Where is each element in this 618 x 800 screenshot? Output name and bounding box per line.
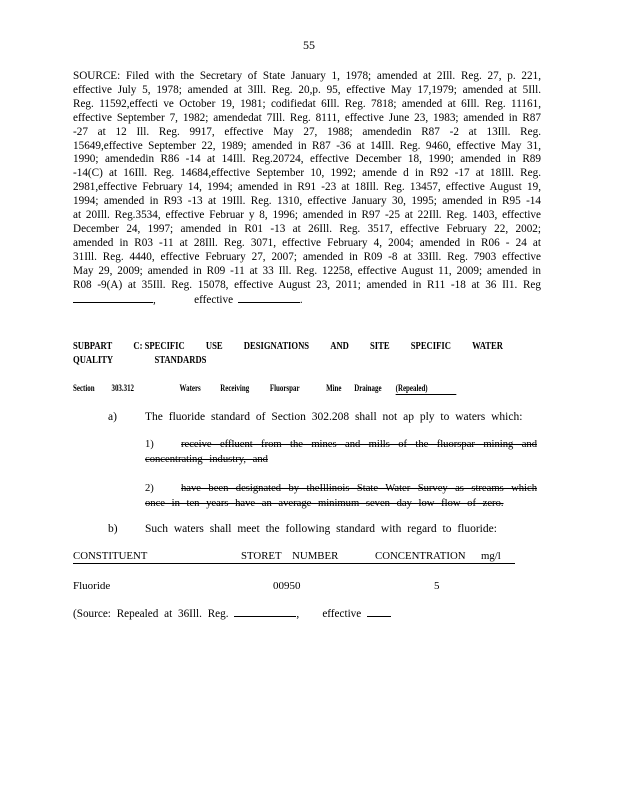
item-1-text: receive effluent from the mines and mills of the fluorspar mining and concentrating industry, and (145, 439, 537, 465)
column-header-concentration: CONCENTRATION (375, 550, 466, 562)
section-label: Section (73, 384, 95, 394)
subpart-heading-line2: QUALITY STANDARDS (73, 355, 207, 366)
repeal-source-note (73, 607, 493, 620)
paragraph-b-marker: b) (108, 523, 118, 535)
subpart-word: C: SPECIFIC (133, 341, 185, 352)
page-number: 55 (303, 38, 315, 52)
section-status: (Repealed) (396, 384, 457, 395)
item-2-marker: 2) (145, 483, 154, 494)
table-header-rule (73, 563, 515, 564)
repeal-date-blank (367, 607, 391, 617)
subpart-word: SUBPART (73, 341, 113, 352)
item-1-marker: 1) (145, 439, 154, 450)
source-comma: , (153, 293, 156, 306)
register-blank (234, 607, 296, 617)
paragraph-b-text: Such waters shall meet the following standard with regard to fluoride: (145, 523, 497, 535)
list-item (145, 438, 537, 467)
cell-concentration: 5 (434, 580, 440, 592)
subpart-heading (73, 340, 503, 368)
list-item (145, 482, 537, 511)
section-title-word: Fluorspar (269, 384, 300, 394)
cell-storet: 00950 (273, 580, 301, 592)
subpart-word: DESIGNATIONS (243, 341, 310, 352)
section-title-word: Waters (179, 384, 201, 394)
section-title-word: Mine (326, 384, 342, 394)
section-title-word: Receiving (220, 384, 250, 394)
subpart-word: AND (330, 341, 349, 352)
paragraph-a-text: The fluoride standard of Section 302.208 shall not ap ply to waters which: (145, 411, 523, 423)
section-heading (73, 384, 458, 395)
paragraph-a (108, 410, 522, 424)
subpart-word: SPECIFIC (410, 341, 451, 352)
repeal-source-prefix: (Source: Repealed at 36Ill. Reg. (73, 608, 229, 620)
subpart-word: SITE (370, 341, 390, 352)
column-header-storet: STORET NUMBER (241, 550, 339, 562)
source-period: . (299, 293, 303, 306)
subpart-word: WATER (472, 341, 503, 352)
column-header-constituent: CONSTITUENT (73, 550, 148, 562)
paragraph-a-marker: a) (108, 411, 117, 423)
source-note-text: SOURCE: Filed with the Secretary of State January 1, 1978; amended at 2Ill. Reg. 27, p. 221, effective July 5, 1978; amended at 3Ill. Reg. 20,p. 95, effective May 17,1979; amended at 5Ill. Reg. 11592,effecti ve October 19, 1981; codifiedat 6Ill. Reg. 7818; amended at 6Ill. Reg. 11161, effective September 7, 1982; amendedat 7Ill. Reg. 8111, effective June 23, 1983; amended in R87 -27 at 12 Ill. Reg. 9917, effective May 27, 1988; amendedin R87 -2 at 13Ill. Reg. 15649,effective September 22, 1989; amended in R87 -36 at 14Ill. Reg. 9460, effective May 31, 1990; amendedin R86 -14 at 14Ill. Reg.20724, effective December 18, 1990; amended in R89 -14(C) at 16Ill. Reg. 14684,effective September 10, 1992; amende d in R92 -17 at 18Ill. Reg. 2981,effective February 14, 1994; amended in R91 -23 at 18Ill. Reg. 13457, effective August 19, 1994; amended in R93 -13 at 19Ill. Reg. 1310, effective January 30, 1995; amended in R95 -14 at 20Ill. Reg.3534, effective Februar y 8, 1996; amended in R97 -25 at 22Ill. Reg. 1403, effective December 24, 1997; amended in R01 -13 at 26Ill. Reg. 3517, effective February 22, 2002; amended in R03 -11 at 28Ill. Reg. 3071, effective February 4, 2004; amended in R06 - 24 at 31Ill. Reg. 4440, effective February 27, 2007; amended in R09 -8 at 33Ill. Reg. 7903 effective May 29, 2009; amended in R09 -11 at 33 Ill. Reg. 12258, effective August 11, 2009; amended in R08 -9(A) at 35Ill. Reg. 15078, effective August 23, 2011; amended in R11 -18 at 36 Il1. Reg (73, 70, 541, 291)
cell-constituent: Fluoride (73, 580, 111, 592)
subpart-word: USE (205, 341, 223, 352)
section-number: 303.312 (111, 384, 135, 394)
register-blank (73, 293, 153, 303)
section-title-word: Drainage (354, 384, 382, 394)
repeal-comma: , (296, 608, 300, 620)
item-2-text: have been designated by theIllinois State Water Survey as streams which once in ten years have an average minimum seven day low flow of zero. (145, 483, 537, 509)
paragraph-b (108, 522, 497, 536)
repeal-effective-label: effective (322, 608, 362, 620)
effective-label: effective (194, 293, 234, 306)
effective-date-blank (238, 293, 300, 303)
source-note (73, 70, 541, 307)
column-header-unit: mg/l (481, 550, 501, 562)
